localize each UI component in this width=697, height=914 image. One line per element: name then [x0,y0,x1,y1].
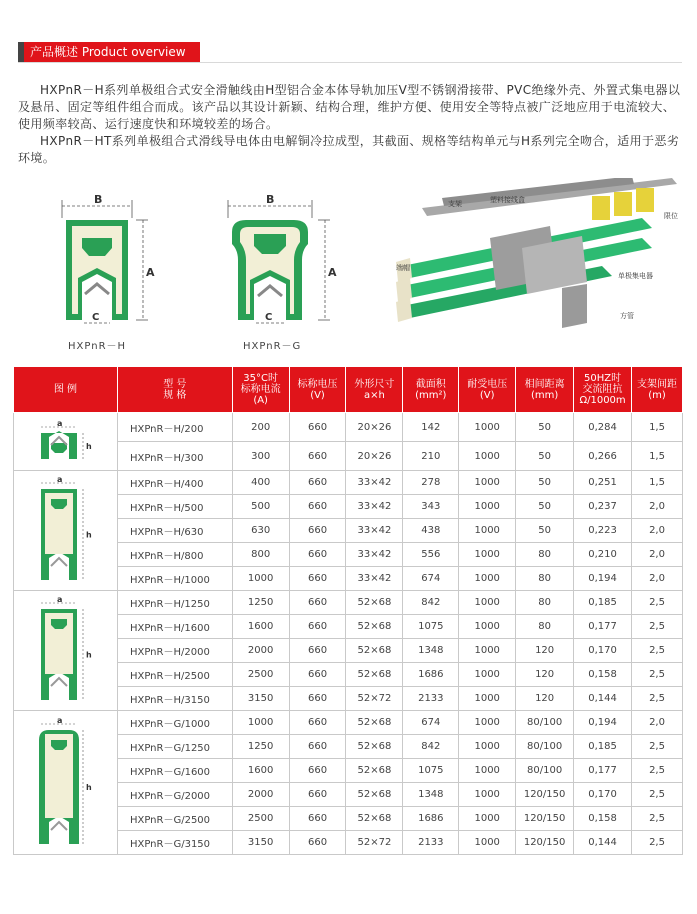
intro-text [18,82,682,167]
value-cell: 52×68 [346,783,403,807]
value-cell: 33×42 [346,471,403,495]
value-cell: 674 [403,711,459,735]
value-cell: 1000 [459,807,516,831]
value-cell: 1686 [403,807,459,831]
value-cell: 33×42 [346,543,403,567]
dim-h-thumb: h [86,650,93,660]
g-profile-figure [214,190,344,330]
model-cell: HXPnR－H/1250 [117,591,232,615]
value-cell: 1000 [459,615,516,639]
value-cell: 278 [403,471,459,495]
model-cell: HXPnR－H/400 [117,471,232,495]
model-cell: HXPnR－H/300 [117,442,232,471]
value-cell: 800 [232,543,289,567]
h-profile-caption: HXPnR－H [68,341,127,352]
model-cell: HXPnR－G/3150 [117,831,232,855]
value-cell: 1348 [403,639,459,663]
value-cell: 2,0 [632,543,683,567]
dim-h-thumb: h [86,782,93,792]
col-header-withstand-voltage: 耐受电压 (V) [459,367,516,413]
value-cell: 2,0 [632,519,683,543]
col-header-impedance: 50HZ时 交流阻抗 Ω/1000m [574,367,632,413]
value-cell: 2,0 [632,711,683,735]
value-cell: 50 [516,442,574,471]
value-cell: 80/100 [516,759,574,783]
value-cell: 52×68 [346,615,403,639]
value-cell: 1000 [459,567,516,591]
value-cell: 1000 [459,663,516,687]
dim-a-thumb: a [57,595,63,604]
value-cell: 0,194 [574,567,632,591]
dim-h-thumb: h [86,530,93,540]
table-row [14,591,683,615]
table-row [14,711,683,735]
profile-thumbnail [19,419,111,465]
value-cell: 1000 [459,711,516,735]
value-cell: 142 [403,413,459,442]
model-cell: HXPnR－G/2000 [117,783,232,807]
legend-cell [14,413,118,471]
legend-cell [14,711,118,855]
value-cell: 50 [516,471,574,495]
value-cell: 438 [403,519,459,543]
value-cell: 2,5 [632,783,683,807]
value-cell: 80 [516,615,574,639]
value-cell: 660 [289,591,346,615]
value-cell: 120/150 [516,831,574,855]
table-header-row [14,367,683,413]
model-cell: HXPnR－H/3150 [117,687,232,711]
h-profile-figure [50,190,170,330]
value-cell: 50 [516,413,574,442]
section-title: 产品概述 Product overview [18,42,200,62]
value-cell: 2,5 [632,807,683,831]
value-cell: 1,5 [632,471,683,495]
value-cell: 52×68 [346,663,403,687]
value-cell: 1075 [403,615,459,639]
value-cell: 660 [289,495,346,519]
dim-a-label: A [146,266,155,279]
value-cell: 80 [516,591,574,615]
value-cell: 660 [289,663,346,687]
model-cell: HXPnR－H/630 [117,519,232,543]
col-header-cross-section: 截面积 (mm²) [403,367,459,413]
col-header-current: 35°C时 标称电流 (A) [232,367,289,413]
value-cell: 1000 [459,413,516,442]
value-cell: 0,158 [574,663,632,687]
value-cell: 20×26 [346,442,403,471]
value-cell: 52×68 [346,807,403,831]
value-cell: 2133 [403,831,459,855]
value-cell: 660 [289,519,346,543]
value-cell: 80 [516,567,574,591]
value-cell: 500 [232,495,289,519]
value-cell: 1000 [459,471,516,495]
model-cell: HXPnR－H/1000 [117,567,232,591]
model-cell: HXPnR－G/2500 [117,807,232,831]
value-cell: 0,223 [574,519,632,543]
value-cell: 1000 [459,687,516,711]
value-cell: 1075 [403,759,459,783]
value-cell: 1,5 [632,442,683,471]
value-cell: 1000 [459,831,516,855]
value-cell: 1000 [459,442,516,471]
value-cell: 0,185 [574,735,632,759]
value-cell: 2,5 [632,663,683,687]
value-cell: 1000 [459,639,516,663]
label-conductor-box: 塑料接线盒 [490,196,525,204]
label-end-cap: 端帽 [396,264,410,272]
table-row [14,413,683,442]
model-cell: HXPnR－G/1600 [117,759,232,783]
value-cell: 2,0 [632,495,683,519]
value-cell: 660 [289,615,346,639]
spec-table-body [14,413,683,855]
value-cell: 660 [289,639,346,663]
profile-thumbnail [19,716,111,850]
model-cell: HXPnR－H/800 [117,543,232,567]
value-cell: 52×68 [346,735,403,759]
label-stopper: 限位 [664,212,678,220]
value-cell: 52×72 [346,831,403,855]
profile-thumbnail [19,475,111,586]
value-cell: 3150 [232,831,289,855]
value-cell: 842 [403,735,459,759]
value-cell: 33×42 [346,519,403,543]
value-cell: 52×68 [346,591,403,615]
value-cell: 1000 [459,759,516,783]
col-header-support-spacing: 支架间距 (m) [632,367,683,413]
intro-paragraph-1: HXPnR－H系列单极组合式安全滑触线由H型铝合金本体导轨加压V型不锈钢滑接带、PVC绝缘外壳、外置式集电器以及悬吊、固定等组件组合而成。该产品以其设计新颖、结构合理，维护方便、使用安全等特点被广泛地应用于电流较大、使用频率较高、运行速度快和环境较差的场合。 [18,83,681,131]
model-cell: HXPnR－H/500 [117,495,232,519]
value-cell: 120/150 [516,783,574,807]
value-cell: 1000 [459,783,516,807]
value-cell: 660 [289,567,346,591]
value-cell: 2000 [232,639,289,663]
label-square: 方管 [620,312,634,320]
value-cell: 2133 [403,687,459,711]
dim-a-label-g: A [328,266,337,279]
value-cell: 660 [289,783,346,807]
value-cell: 1250 [232,591,289,615]
col-header-phase-distance: 相间距离 (mm) [516,367,574,413]
dim-h-thumb: h [86,441,93,451]
col-header-model: 型 号 规 格 [117,367,232,413]
section-header [18,42,682,63]
value-cell: 1000 [232,711,289,735]
value-cell: 0,158 [574,807,632,831]
value-cell: 660 [289,471,346,495]
value-cell: 2,5 [632,615,683,639]
value-cell: 556 [403,543,459,567]
value-cell: 2500 [232,663,289,687]
installation-illustration [382,178,682,348]
col-header-figure: 图 例 [14,367,118,413]
value-cell: 0,170 [574,783,632,807]
model-cell: HXPnR－H/2500 [117,663,232,687]
dim-b-label-g: B [266,193,275,206]
value-cell: 660 [289,759,346,783]
value-cell: 33×42 [346,495,403,519]
value-cell: 1686 [403,663,459,687]
value-cell: 2,5 [632,687,683,711]
g-profile-caption: HXPnR－G [243,341,302,352]
value-cell: 660 [289,807,346,831]
value-cell: 80/100 [516,735,574,759]
dim-c-label-g: C [265,312,273,323]
model-cell: HXPnR－G/1250 [117,735,232,759]
value-cell: 2,5 [632,591,683,615]
value-cell: 1000 [459,495,516,519]
model-cell: HXPnR－G/1000 [117,711,232,735]
value-cell: 343 [403,495,459,519]
value-cell: 0,144 [574,687,632,711]
value-cell: 0,251 [574,471,632,495]
dim-b-label: B [94,193,103,206]
value-cell: 630 [232,519,289,543]
value-cell: 674 [403,567,459,591]
value-cell: 210 [403,442,459,471]
dim-a-thumb: a [57,475,63,484]
value-cell: 660 [289,735,346,759]
value-cell: 2500 [232,807,289,831]
value-cell: 1000 [459,543,516,567]
value-cell: 50 [516,495,574,519]
value-cell: 1000 [459,735,516,759]
value-cell: 0,170 [574,639,632,663]
label-collector: 单极集电器 [618,272,653,280]
value-cell: 3150 [232,687,289,711]
profile-thumbnail [19,595,111,706]
value-cell: 120 [516,687,574,711]
intro-paragraph-2: HXPnR－HT系列单极组合式滑线导电体由电解铜冷拉成型，其截面、规格等结构单元与H系列完全吻合，适用于恶劣环境。 [18,134,680,165]
value-cell: 660 [289,543,346,567]
value-cell: 20×26 [346,413,403,442]
dim-a-thumb: a [57,418,63,428]
legend-cell [14,471,118,591]
value-cell: 120 [516,639,574,663]
dim-a-thumb: a [57,715,63,725]
model-cell: HXPnR－H/1600 [117,615,232,639]
value-cell: 0,177 [574,615,632,639]
value-cell: 0,144 [574,831,632,855]
value-cell: 0,210 [574,543,632,567]
value-cell: 2,0 [632,567,683,591]
value-cell: 0,185 [574,591,632,615]
value-cell: 1000 [459,519,516,543]
col-header-voltage: 标称电压 (V) [289,367,346,413]
value-cell: 1,5 [632,413,683,442]
value-cell: 2,5 [632,735,683,759]
value-cell: 1600 [232,759,289,783]
value-cell: 660 [289,687,346,711]
col-header-dimensions: 外形尺寸 a×h [346,367,403,413]
value-cell: 2000 [232,783,289,807]
value-cell: 300 [232,442,289,471]
value-cell: 52×68 [346,711,403,735]
value-cell: 842 [403,591,459,615]
value-cell: 52×68 [346,759,403,783]
legend-cell [14,591,118,711]
value-cell: 660 [289,831,346,855]
value-cell: 400 [232,471,289,495]
dim-c-label: C [92,312,100,323]
value-cell: 0,177 [574,759,632,783]
table-row [14,471,683,495]
value-cell: 52×68 [346,639,403,663]
value-cell: 660 [289,442,346,471]
model-cell: HXPnR－H/200 [117,413,232,442]
model-cell: HXPnR－H/2000 [117,639,232,663]
spec-table [13,366,683,855]
value-cell: 200 [232,413,289,442]
value-cell: 50 [516,519,574,543]
value-cell: 1000 [232,567,289,591]
value-cell: 80/100 [516,711,574,735]
value-cell: 2,5 [632,831,683,855]
value-cell: 120/150 [516,807,574,831]
value-cell: 1250 [232,735,289,759]
value-cell: 0,284 [574,413,632,442]
value-cell: 0,266 [574,442,632,471]
value-cell: 0,194 [574,711,632,735]
label-bracket: 支架 [448,200,462,208]
value-cell: 120 [516,663,574,687]
value-cell: 660 [289,711,346,735]
value-cell: 1348 [403,783,459,807]
value-cell: 660 [289,413,346,442]
value-cell: 1600 [232,615,289,639]
value-cell: 33×42 [346,567,403,591]
value-cell: 0,237 [574,495,632,519]
value-cell: 1000 [459,591,516,615]
value-cell: 2,5 [632,639,683,663]
value-cell: 80 [516,543,574,567]
value-cell: 2,5 [632,759,683,783]
value-cell: 52×72 [346,687,403,711]
